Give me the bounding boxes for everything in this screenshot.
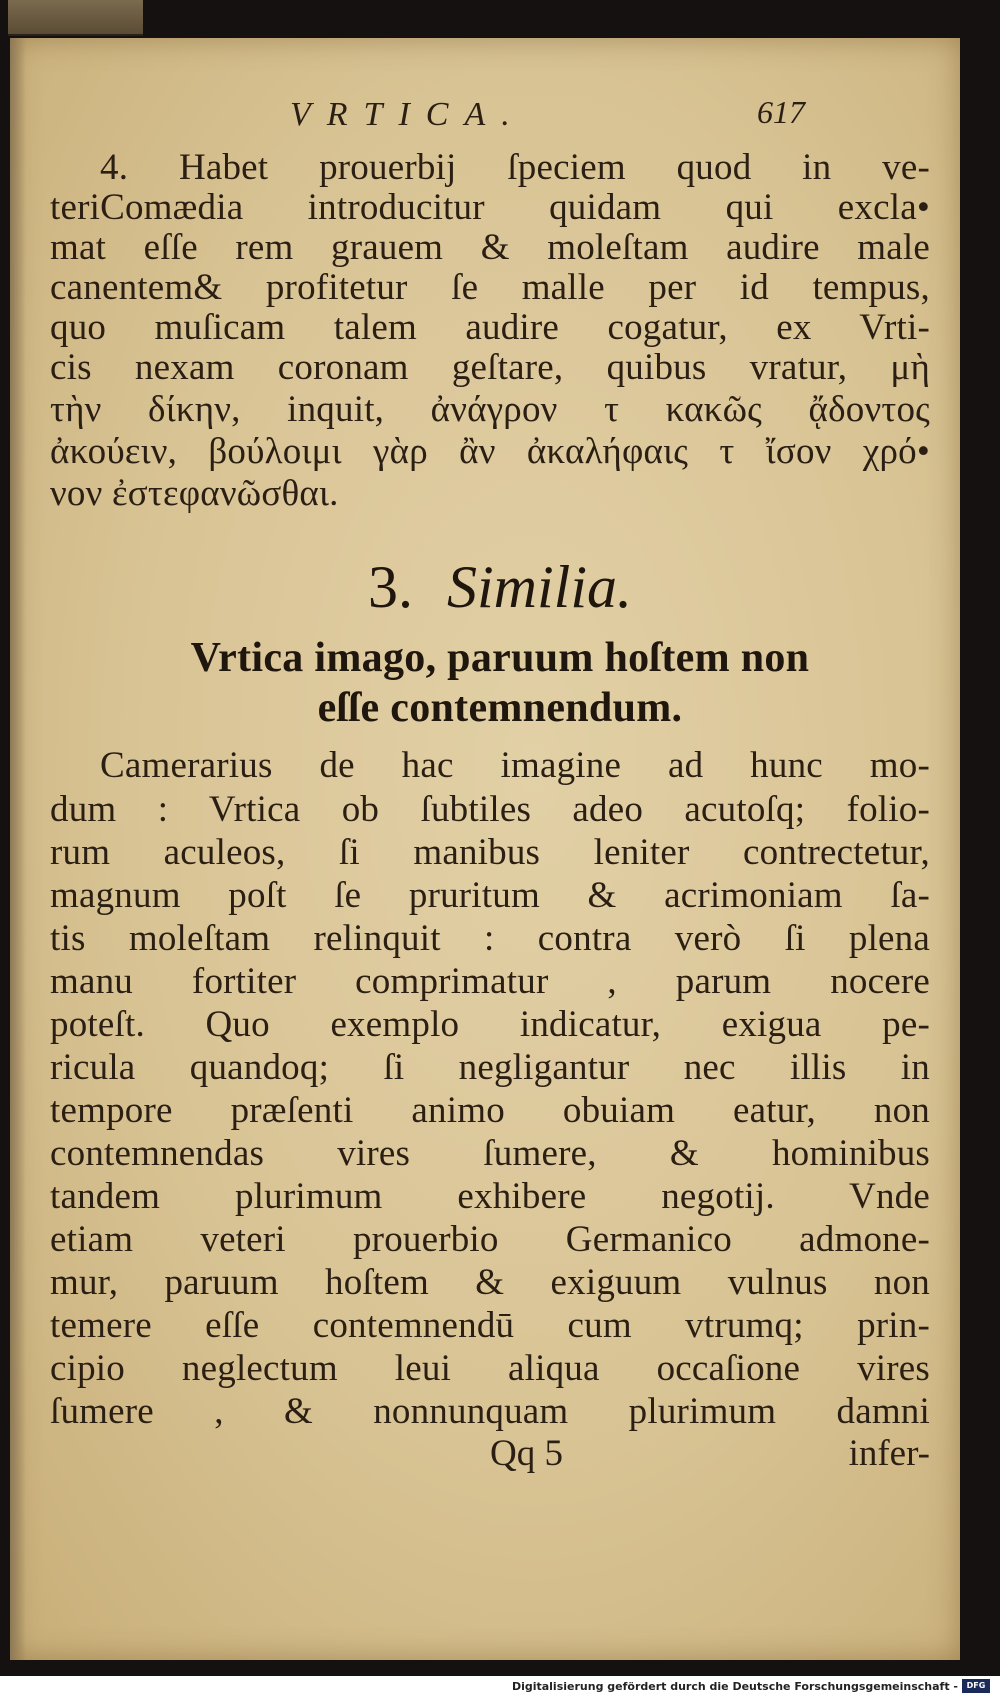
page-edge-shadow — [10, 38, 26, 1660]
text-line: mat eſſe rem grauem & moleſtam audire male — [50, 227, 930, 268]
running-head: VRTICA. — [290, 96, 526, 133]
dfg-logo: DFG — [962, 1679, 990, 1693]
text-line: manu fortiter comprimatur , parum nocere — [50, 961, 930, 1002]
text-line: ricula quandoq; ſi negligantur nec illis in — [50, 1047, 930, 1088]
binding-flap — [8, 0, 143, 36]
text-line: Camerarius de hac imagine ad hunc mo- — [100, 745, 930, 786]
section-title: Similia. — [446, 554, 632, 620]
text-line: tempore præſenti animo obuiam eatur, non — [50, 1090, 930, 1131]
section-number: 3. — [367, 554, 413, 620]
text-line: tandem plurimum exhibere negotij. Vnde — [50, 1176, 930, 1217]
text-line: cipio neglectum leui aliqua occaſione vires — [50, 1348, 930, 1389]
page-number: 617 — [757, 94, 805, 130]
signature-line — [50, 1432, 930, 1476]
subheading-line: eſſe contemnendum. — [317, 685, 683, 731]
text-line: magnum poſt ſe pruritum & acrimoniam ſa- — [50, 875, 930, 916]
digitization-credit: Digitalisierung gefördert durch die Deutsche Forschungsgemeinschaft - — [511, 1680, 958, 1693]
text-line: 4. Habet prouerbij ſpeciem quod in ve- — [100, 147, 930, 188]
text-line: dum : Vrtica ob ſubtiles adeo acutoſq; folio- — [50, 789, 930, 830]
text-line: ἀκούειν, βούλοιμι γὰρ ἂν ἀκαλήφαις τ ἴσον χρό• — [50, 431, 930, 472]
text-line: contemnendas vires ſumere, & hominibus — [50, 1133, 930, 1174]
text-line: etiam veteri prouerbio Germanico admone- — [50, 1219, 930, 1260]
text-line: νον ἐστεφανῶσθαι. — [50, 473, 339, 514]
text-line: canentem& profitetur ſe malle per id tempus, — [50, 267, 930, 308]
text-line: τὴν δίκην, inquit, ἀνάγρον τ κακῶς ᾄδοντος — [50, 389, 930, 430]
text-line: cis nexam coronam geſtare, quibus vratur, μὴ — [50, 347, 930, 388]
catchword: infer- — [848, 1433, 930, 1474]
text-line: mur, paruum hoſtem & exiguum vulnus non — [50, 1262, 930, 1303]
section-heading — [0, 552, 1000, 622]
text-line: tis moleſtam relinquit : contra verò ſi plena — [50, 918, 930, 959]
text-line: teriComædia introducitur quidam qui excla• — [50, 187, 930, 228]
text-line: quo muſicam talem audire cogatur, ex Vrti- — [50, 307, 930, 348]
signature-mark: Qq 5 — [490, 1433, 563, 1474]
text-line: ſumere , & nonnunquam plurimum damni — [50, 1391, 930, 1432]
text-line: poteſt. Quo exemplo indicatur, exigua pe- — [50, 1004, 930, 1045]
text-line: temere eſſe contemnendū cum vtrumq; prin- — [50, 1305, 930, 1346]
text-line: rum aculeos, ſi manibus leniter contrectetur, — [50, 832, 930, 873]
subheading-line: Vrtica imago, paruum hoſtem non — [190, 635, 810, 681]
